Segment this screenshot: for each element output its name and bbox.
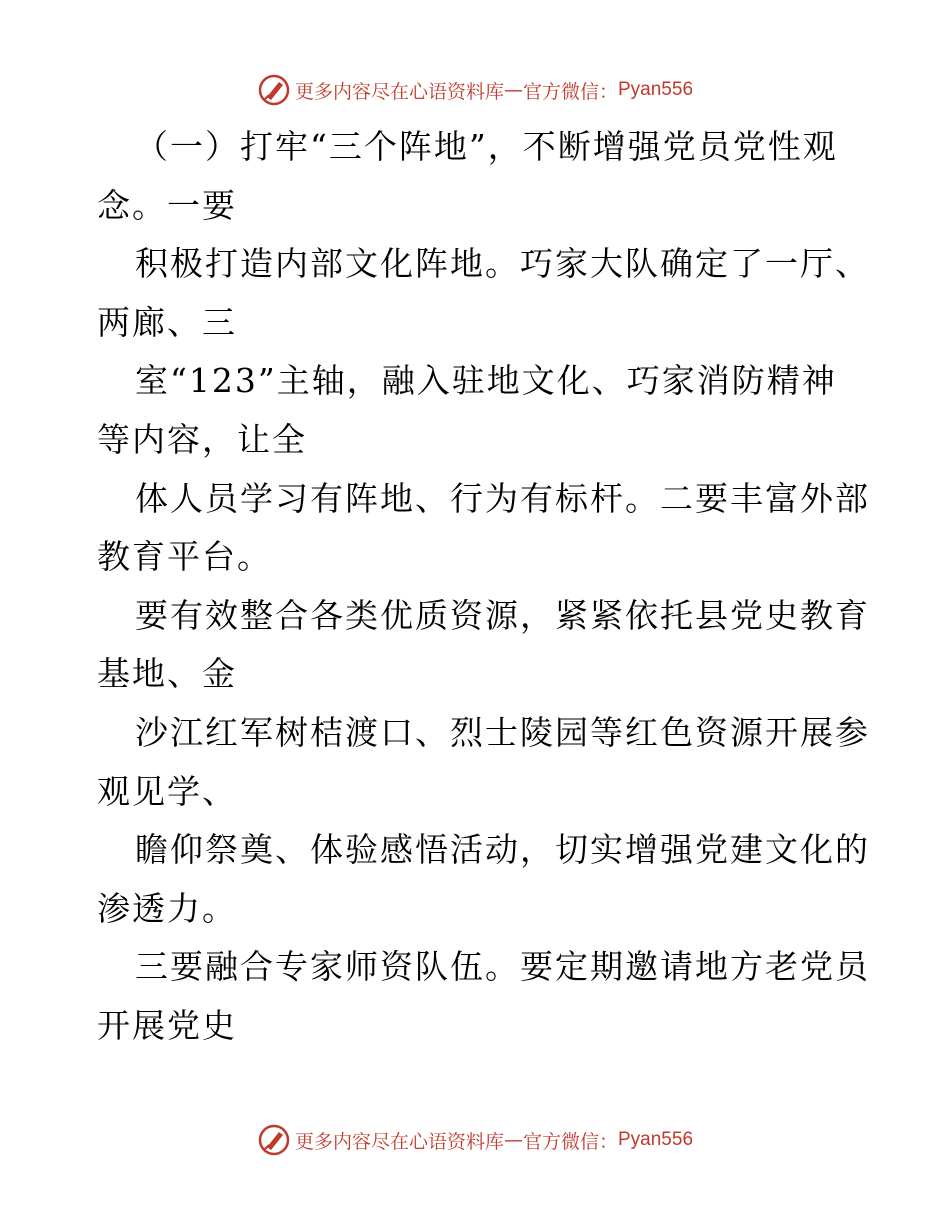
footer-separator: — — [503, 1129, 523, 1151]
header-label: 官方微信： — [522, 80, 618, 103]
body-line-8: 教育平台。 — [97, 537, 272, 577]
header-account: Pyan556 — [618, 79, 694, 100]
header-separator: — — [503, 79, 523, 101]
body-line-13: 瞻仰祭奠、体验感悟活动，切实增强党建文化的 — [135, 830, 870, 870]
footer-label: 官方微信： — [522, 1130, 618, 1153]
body-line-4: 两廊、三 — [97, 302, 237, 342]
body-line-16: 开展党史 — [97, 1005, 237, 1045]
header-watermark — [0, 70, 950, 110]
footer-brand: 更多内容尽在心语资料库 — [294, 1130, 504, 1153]
body-line-6: 等内容，让全 — [97, 419, 307, 459]
footer-account: Pyan556 — [618, 1129, 694, 1150]
body-line-5: 室“123”主轴，融入驻地文化、巧家消防精神 — [135, 361, 837, 401]
body-line-3: 积极打造内部文化阵地。巧家大队确定了一厅、 — [135, 244, 870, 284]
body-line-2: 念。一要 — [97, 185, 237, 225]
body-line-1: （一）打牢“三个阵地”，不断增强党员党性观 — [135, 127, 838, 166]
body-line-12: 观见学、 — [97, 771, 237, 811]
body-line-7: 体人员学习有阵地、行为有标杆。二要丰富外部 — [135, 478, 870, 518]
body-line-9: 要有效整合各类优质资源，紧紧依托县党史教育 — [135, 595, 870, 635]
header-brand: 更多内容尽在心语资料库 — [294, 80, 504, 103]
logo-icon — [257, 1123, 291, 1157]
body-line-14: 渗透力。 — [97, 888, 237, 928]
body-line-11: 沙江红军树桔渡口、烈士陵园等红色资源开展参 — [135, 712, 870, 752]
body-line-15: 三要融合专家师资队伍。要定期邀请地方老党员 — [135, 947, 870, 987]
document-body — [97, 118, 870, 1056]
body-line-10: 基地、金 — [97, 654, 237, 694]
footer-watermark — [0, 1120, 950, 1160]
logo-icon — [257, 73, 291, 107]
